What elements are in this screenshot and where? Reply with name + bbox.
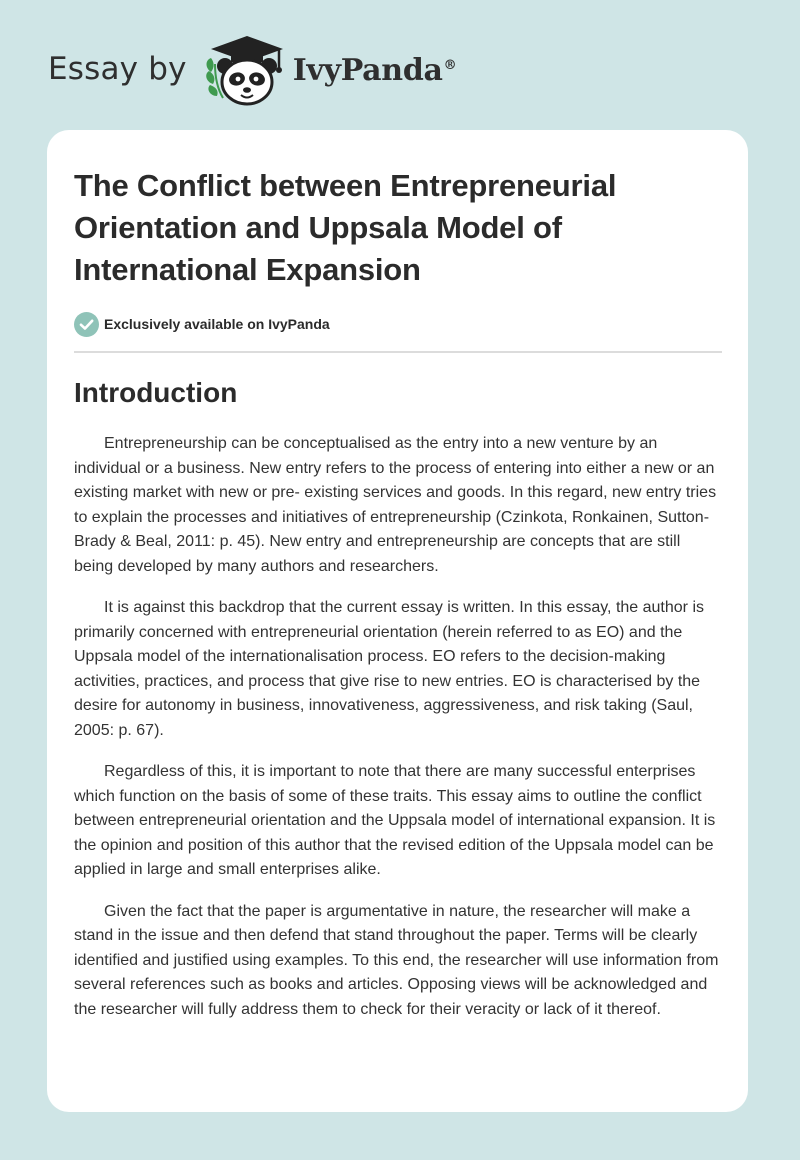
paragraph: Given the fact that the paper is argumentative in nature, the researcher will make a stand in the issue and then defend that stand throughout the paper. Terms will be clearly identified and justified using examples. To this end, the researcher will use information from several references such as books and articles. Opposing views will be acknowledged and the researcher will fully address them to check for their veracity or lack of it thereof. bbox=[74, 902, 719, 1018]
paragraph: It is against this backdrop that the current essay is written. In this essay, the author is primarily concerned with entrepreneurial orientation (herein referred to as EO) and the Uppsala model of the internationalisation process. EO refers to the decision-making activities, practices, and process that give rise to new entries. EO is characterised by the desire for autonomy in business, innovativeness, aggressiveness, and risk taking (Saul, 2005: p. 67). bbox=[74, 599, 704, 739]
exclusive-label: Exclusively available on IvyPanda bbox=[104, 316, 330, 332]
paragraph: Regardless of this, it is important to note that there are many successful enterprises which function on the basis of some of these traits. This essay aims to outline the conflict between entrepreneurial orientation and the Uppsala model of international expansion. It is the opinion and position of this author that the revised edition of the Uppsala model can be applied in large and small enterprises alike. bbox=[74, 763, 716, 878]
essay-card bbox=[47, 130, 748, 1112]
brand-name: IvyPanda® bbox=[292, 52, 457, 88]
site-brand[interactable] bbox=[48, 34, 456, 108]
brand-prefix: Essay by bbox=[48, 51, 187, 87]
section-heading: Introduction bbox=[74, 377, 238, 408]
panda-logo-icon bbox=[201, 34, 291, 108]
exclusive-badge bbox=[74, 311, 722, 337]
registered-mark: ® bbox=[443, 57, 457, 73]
check-circle-icon bbox=[74, 312, 99, 337]
paragraph: Entrepreneurship can be conceptualised as the entry into a new venture by an individual or a business. New entry refers to the process of entering into either a new or an existing market with new or pre- existing services and goods. In this regard, new entry tries to explain the processes and initiatives of entrepreneurship (Czinkota, Ronkainen, Sutton- Brady & Beal, 2011: p. 45). New entry and entrepreneurship are concepts that are still being developed by many authors and researchers. bbox=[74, 435, 717, 575]
divider bbox=[74, 351, 722, 353]
essay-content bbox=[74, 130, 722, 1022]
essay-title: The Conflict between Entrepreneurial Orientation and Uppsala Model of International Expansion bbox=[74, 168, 617, 287]
